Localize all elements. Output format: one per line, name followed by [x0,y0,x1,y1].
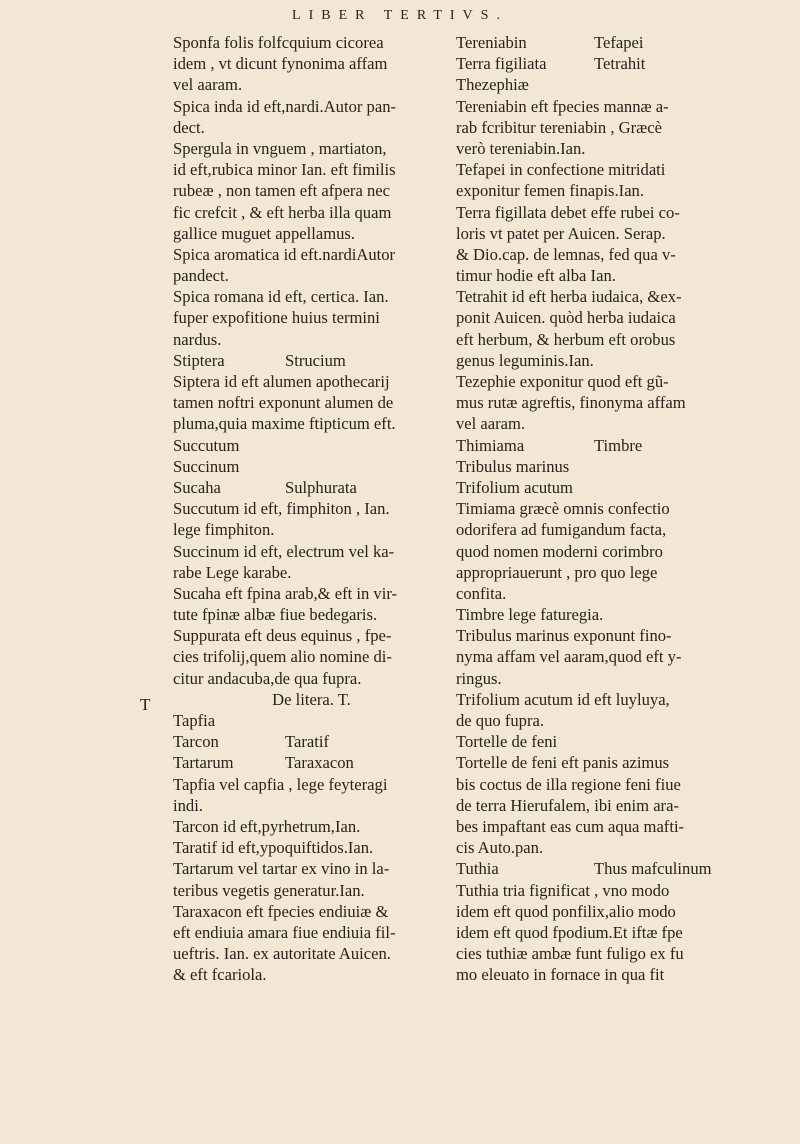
term-pair [173,477,450,498]
text-line: Tapfia [173,711,216,730]
text-line: loris vt patet per Auicen. Serap. [456,223,666,243]
text-line: dect. [173,117,205,137]
text-line: confita. [456,583,507,603]
text-line: ringus. [456,668,502,688]
text-line: & eft fcariola. [173,965,267,985]
text-line: Spica aromatica id eft.nardiAutor [173,244,396,264]
text-line: Taraxacon eft fpecies endiuiæ & [173,901,389,921]
text-line: vel aaram. [173,75,243,95]
term-right: Taratif [285,732,329,752]
text-line: Succinum [173,456,240,476]
text-line: gallice muguet appellamus. [173,223,356,243]
text-line: eft endiuia amara fiue endiuia fil- [173,922,396,942]
text-line: Tetrahit id eft herba iudaica, &ex- [456,287,682,307]
term-left: Tuthia [456,859,499,879]
text-line: Timbre lege faturegia. [456,605,604,625]
text-line: nardus. [173,329,222,349]
text-line: Suppurata eft deus equinus , fpe- [173,626,392,646]
text-line: appropriauerunt , pro quo lege [456,562,658,582]
text-line: de terra Hierufalem, ibi enim ara- [456,795,679,815]
text-line: mo eleuato in fornace in qua fit [456,965,665,985]
section-heading: De litera. T. [272,689,351,709]
term-right: Sulphurata [285,477,357,497]
text-line: cis Auto.pan. [456,838,544,858]
text-line: Thezephiæ [456,75,529,95]
text-line: pandect. [173,266,229,286]
text-line: Succutum [173,435,240,455]
text-line: bis coctus de illa regione feni fiue [456,774,681,794]
text-line: & Dio.cap. de lemnas, fed qua v- [456,244,676,264]
text-line: Tezephie exponitur quod eft gũ- [456,372,669,391]
text-line: Spica inda id eft,nardi.Autor pan- [173,96,397,116]
text-line: Tapfia vel capfia , lege feyteragi [173,774,388,794]
term-pair [456,858,756,879]
text-line: rab fcribitur tereniabin , Græcè [456,117,662,137]
text-line: Succutum id eft, fimphiton , Ian. [173,499,390,519]
term-right: Tefapei [594,33,644,52]
text-line: Tereniabin eft fpecies mannæ a- [456,96,669,116]
text-line: mus rutæ agreftis, finonyma affam [456,393,686,413]
text-line: Siptera id eft alumen apothecarij [173,372,390,391]
text-line: id eft,rubica minor Ian. eft fimilis [173,160,396,180]
text-line: cies trifolij,quem alio nomine di- [173,647,392,667]
text-line: ponit Auicen. quòd herba iudaica [456,308,676,328]
term-left: Stiptera [173,350,225,370]
term-right: Tetrahit [594,54,646,74]
text-line: citur andacuba,de qua fupra. [173,668,362,688]
term-left: Terra figiliata [456,54,547,74]
text-line: ueftris. Ian. ex autoritate Auicen. [173,944,391,964]
text-line: timur hodie eft alba Ian. [456,266,616,286]
left-column [173,32,450,985]
text-line: Succinum id eft, electrum vel ka- [173,541,395,561]
text-line: Tefapei in confectione mitridati [456,160,666,180]
term-pair [456,53,756,74]
term-pair [456,32,756,53]
text-line: Taratif id eft,ypoquiftidos.Ian. [173,838,374,858]
term-right: Thus mafculinum [594,859,712,879]
text-line: Trifolium acutum [456,477,573,497]
text-line: Sucaha eft fpina arab,& eft in vir- [173,583,398,603]
text-line: odorifera ad fumigandum facta, [456,520,667,540]
text-line: Trifolium acutum id eft luyluya, [456,689,670,709]
term-left: Tereniabin [456,33,527,52]
term-pair [173,752,450,773]
text-line: tamen noftri exponunt alumen de [173,393,394,413]
text-line: rubeæ , non tamen eft afpera nec [173,181,390,201]
text-line: bes impaftant eas cum aqua mafti- [456,816,685,836]
text-line: Tartarum vel tartar ex vino in la- [173,859,390,879]
text-line: rabe Lege karabe. [173,562,292,582]
running-header: LIBER TERTIVS. [292,8,508,23]
text-line: teribus vegetis generatur.Ian. [173,880,365,900]
right-column [456,32,756,985]
text-line: quod nomen moderni corimbro [456,541,663,561]
text-line: nyma affam vel aaram,quod eft y- [456,647,682,667]
term-right: Timbre [594,435,643,455]
text-line: genus leguminis.Ian. [456,350,594,370]
text-line: exponitur femen finapis.Ian. [456,181,645,201]
text-line: Timiama græcè omnis confectio [456,499,670,519]
margin-letter: T [140,695,151,714]
text-line: Tuthia tria fignificat , vno modo [456,880,670,900]
text-line: fuper expofitione huius termini [173,308,380,328]
text-line: Tribulus marinus exponunt fino- [456,626,672,646]
term-left: Sucaha [173,477,221,497]
text-line: eft herbum, & herbum eft orobus [456,329,676,349]
text-line: idem eft quod fpodium.Et iftæ fpe [456,922,683,942]
term-pair [173,350,450,371]
text-line: verò tereniabin.Ian. [456,138,586,158]
text-line: Tarcon id eft,pyrhetrum,Ian. [173,816,361,836]
text-line: cies tuthiæ ambæ funt fuligo ex fu [456,944,684,964]
text-line: idem eft quod ponfilix,alio modo [456,901,676,921]
text-line: Sponfa folis folfcquium cicorea [173,33,384,52]
text-line: tute fpinæ albæ fiue bedegaris. [173,605,378,625]
text-line: Tortelle de feni [456,732,558,752]
text-line: Spergula in vnguem , martiaton, [173,138,387,158]
term-right: Strucium [285,350,346,370]
term-pair [173,731,450,752]
text-line: Tribulus marinus [456,456,570,476]
text-line: de quo fupra. [456,711,545,730]
text-line: Tortelle de feni eft panis azimus [456,753,670,773]
text-line: pluma,quia maxime ftipticum eft. [173,414,396,434]
term-left: Tartarum [173,753,234,773]
text-line: Terra figillata debet effe rubei co- [456,202,680,222]
text-line: lege fimphiton. [173,520,275,540]
text-line: idem , vt dicunt fynonima affam [173,54,388,74]
term-right: Taraxacon [285,753,354,773]
term-left: Thimiama [456,435,525,455]
text-line: vel aaram. [456,414,526,434]
text-line: fic crefcit , & eft herba illa quam [173,202,392,222]
text-line: Spica romana id eft, certica. Ian. [173,287,389,307]
text-line: indi. [173,795,203,815]
term-pair [456,435,756,456]
term-left: Tarcon [173,732,219,752]
